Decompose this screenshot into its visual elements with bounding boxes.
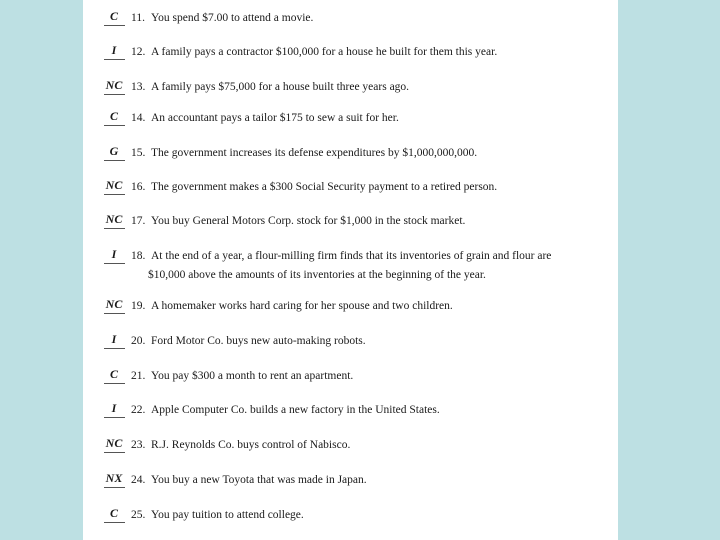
answer-blank: NX — [103, 471, 125, 485]
question-text: An accountant pays a tailor $175 to sew a suit for her. — [151, 112, 399, 124]
question-number: 22. — [131, 404, 146, 416]
question-text: You buy a new Toyota that was made in Japan. — [151, 474, 367, 486]
question-number: 15. — [131, 147, 146, 159]
question-number: 21. — [131, 370, 146, 382]
answer-blank: C — [103, 367, 125, 381]
question-text: The government makes a $300 Social Security payment to a retired person. — [151, 181, 498, 193]
question-text: You spend $7.00 to attend a movie. — [151, 12, 314, 24]
question-text: A family pays a contractor $100,000 for a house he built for them this year. — [151, 46, 498, 58]
answer-blank: I — [103, 401, 125, 415]
question-text: Ford Motor Co. buys new auto-making robots. — [151, 335, 366, 347]
worksheet-page — [83, 0, 618, 540]
answer-blank: C — [103, 9, 125, 23]
question-number: 16. — [131, 181, 146, 193]
question-number: 20. — [131, 335, 146, 347]
question-number: 12. — [131, 46, 146, 58]
question-number: 17. — [131, 215, 146, 227]
answer-blank: G — [103, 144, 125, 158]
question-number: 19. — [131, 300, 146, 312]
question-number: 14. — [131, 112, 146, 124]
question-number: 24. — [131, 474, 146, 486]
question-text: A family pays $75,000 for a house built three years ago. — [151, 81, 410, 93]
question-text: R.J. Reynolds Co. buys control of Nabisco. — [151, 439, 351, 451]
answer-blank: C — [103, 506, 125, 520]
question-number: 18. — [131, 250, 146, 262]
answer-blank: C — [103, 109, 125, 123]
question-number: 13. — [131, 81, 146, 93]
question-text-continuation: $10,000 above the amounts of its inventories at the beginning of the year. — [148, 269, 486, 281]
question-text: You buy General Motors Corp. stock for $1,000 in the stock market. — [151, 215, 466, 227]
answer-blank: I — [103, 43, 125, 57]
answer-blank: NC — [103, 78, 125, 92]
question-text: The government increases its defense expenditures by $1,000,000,000. — [151, 147, 478, 159]
answer-blank: NC — [103, 178, 125, 192]
answer-blank: NC — [103, 212, 125, 226]
question-number: 11. — [131, 12, 145, 24]
question-text: You pay $300 a month to rent an apartment. — [151, 370, 354, 382]
question-text: At the end of a year, a flour-milling firm finds that its inventories of grain and flour are — [151, 250, 552, 262]
question-text: A homemaker works hard caring for her spouse and two children. — [151, 300, 453, 312]
question-number: 23. — [131, 439, 146, 451]
question-text: Apple Computer Co. builds a new factory in the United States. — [151, 404, 440, 416]
answer-blank: I — [103, 332, 125, 346]
answer-blank: NC — [103, 297, 125, 311]
question-number: 25. — [131, 509, 146, 521]
answer-blank: I — [103, 247, 125, 261]
question-text: You pay tuition to attend college. — [151, 509, 304, 521]
answer-blank: NC — [103, 436, 125, 450]
